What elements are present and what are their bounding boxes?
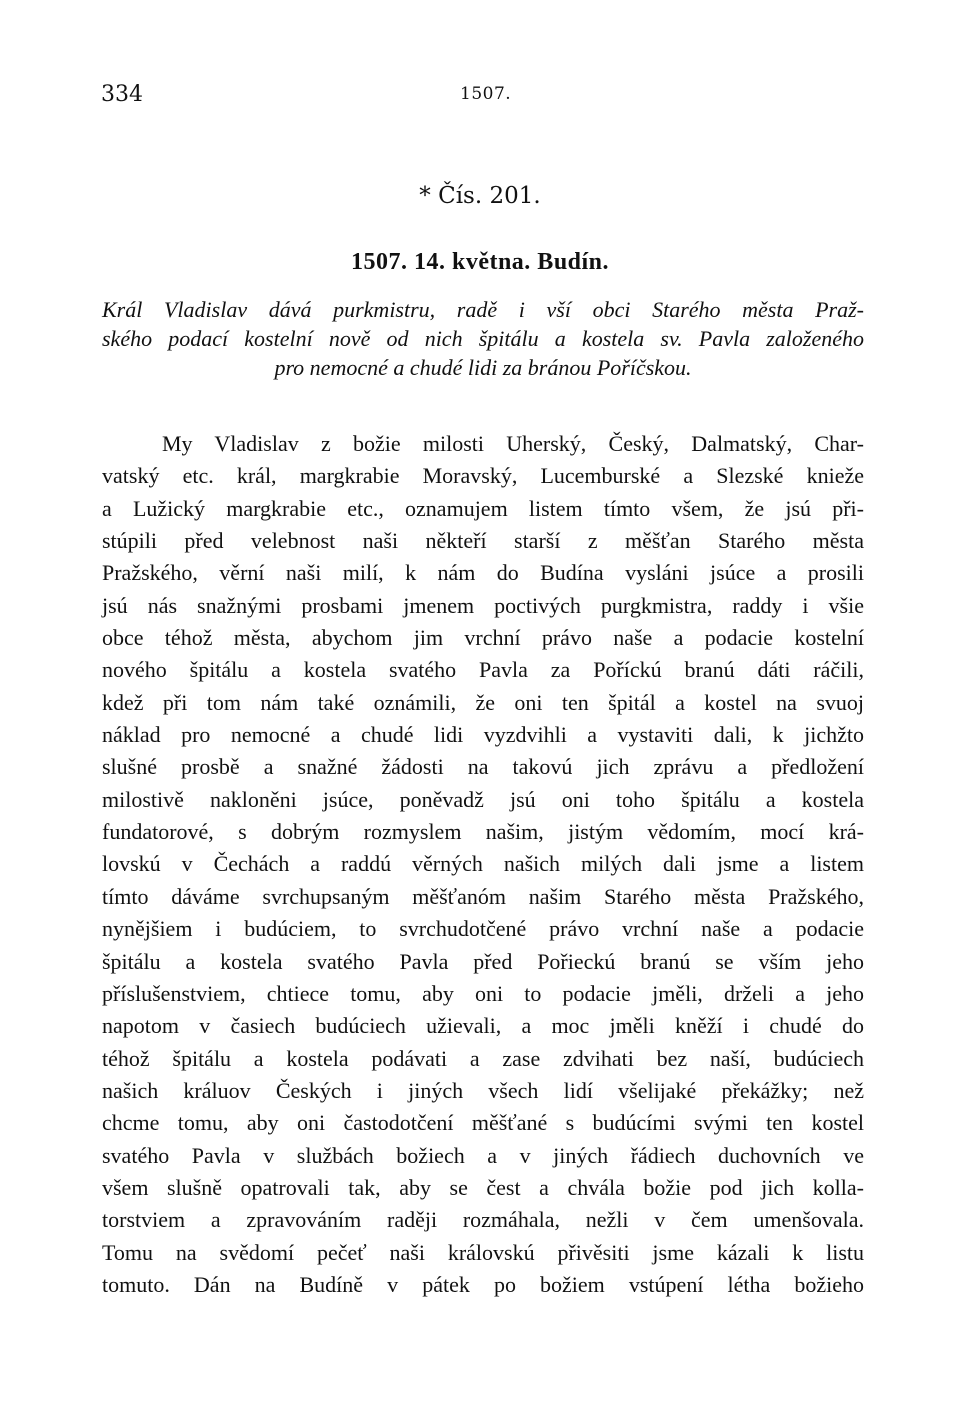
body-line: kdež při tom nám také oznámili, že oni ten špitál a kostel na svuoj [102,689,864,715]
regest-line: Král Vladislav dává purkmistru, radě i vší obci Starého města Praž- [102,297,864,322]
body-line: vatský etc. král, margkrabie Moravský, Lucemburské a Slezské knieže [102,463,864,489]
body-line: náklad pro nemocné a chudé lidi vyzdvihli a vystaviti dali, k jichžto [102,722,864,748]
regest-line: pro nemocné a chudé lidi za bránou Poříčskou. [274,355,692,380]
body-line: svatého Pavla v službách božiech a v jiných řádiech duchovních ve [102,1142,864,1168]
body-line: jsú nás snažnými prosbami jmenem poctivých purgkmistra, raddy i všie [102,592,864,618]
body-line: napotom v časiech budúciech užievali, a moc jměli kněží i chudé do [102,1013,864,1039]
body-line: torstviem a zpravováním raději rozmáhala, nežli v čem umenšovala. [102,1207,864,1233]
body-line: téhož špitálu a kostela podávati a zase zdvihati bez naší, budúciech [102,1045,864,1071]
regest-line: ského podací kostelní nově od nich špitálu a kostela sv. Pavla založeného [102,326,864,351]
body-line: tímto dáváme svrchupsaným měšťanóm našim Starého města Pražského, [102,883,864,909]
body-line: Tomu na svědomí pečeť naši královskú přivěsiti jsme kázali k listu [102,1239,864,1265]
body-line: příslušenstviem, chtiece tomu, aby oni to podacie jměli, drželi a jeho [102,980,864,1006]
body-line: slušné prosbě a snažné žádosti na takovú jich zprávu a předložení [102,754,864,780]
body-line: My Vladislav z božie milosti Uherský, Český, Dalmatský, Char- [162,431,864,456]
body-line: nynějšiem i budúciem, to svrchudotčené právo vrchní naše a podacie [102,916,864,942]
body-line: obce téhož města, abychom jim vrchní právo naše a podacie kostelní [102,625,864,651]
body-line: stúpili před velebnost naši někteří starší z měšťan Starého města [102,528,864,554]
page-number: 334 [101,82,143,107]
body-line: fundatorové, s dobrým rozmyslem našim, jistým vědomím, mocí krá- [102,819,864,845]
body-line: tomuto. Dán na Budíně v pátek po božiem vstúpení létha božieho [102,1271,864,1297]
running-head-year: 1507. [460,84,512,104]
body-line: lovskú v Čechách a raddú věrných našich milých dali jsme a listem [102,851,864,877]
body-line: špitálu a kostela svatého Pavla před Pořieckú branú se vším jeho [102,948,864,974]
body-line: a Lužický margkrabie etc., oznamujem listem tímto všem, že jsú při- [102,495,864,521]
body-line: nového špitálu a kostela svatého Pavla za Poříckú branú dáti ráčili, [102,657,864,683]
body-line: milostivě nakloněni jsúce, poněvadž jsú oni toho špitálu a kostela [102,786,864,812]
document-heading: 1507. 14. května. Budín. [350,249,610,275]
body-line: Pražského, věrní naši milí, k nám do Budína vysláni jsúce a prosili [102,560,864,586]
document-body-text [102,428,864,1301]
body-line: všem slušně opatrovali tak, aby se čest a chvála božie pod jich kolla- [102,1174,864,1200]
regest-summary [102,295,864,382]
body-line: našich králuov Českých i jiných všech lidí všelijaké překážky; než [102,1077,864,1103]
document-number: * Čís. 201. [419,183,541,209]
body-line: chcme tomu, aby oni častodotčení měšťané s budúcími svými ten kostel [102,1110,864,1136]
